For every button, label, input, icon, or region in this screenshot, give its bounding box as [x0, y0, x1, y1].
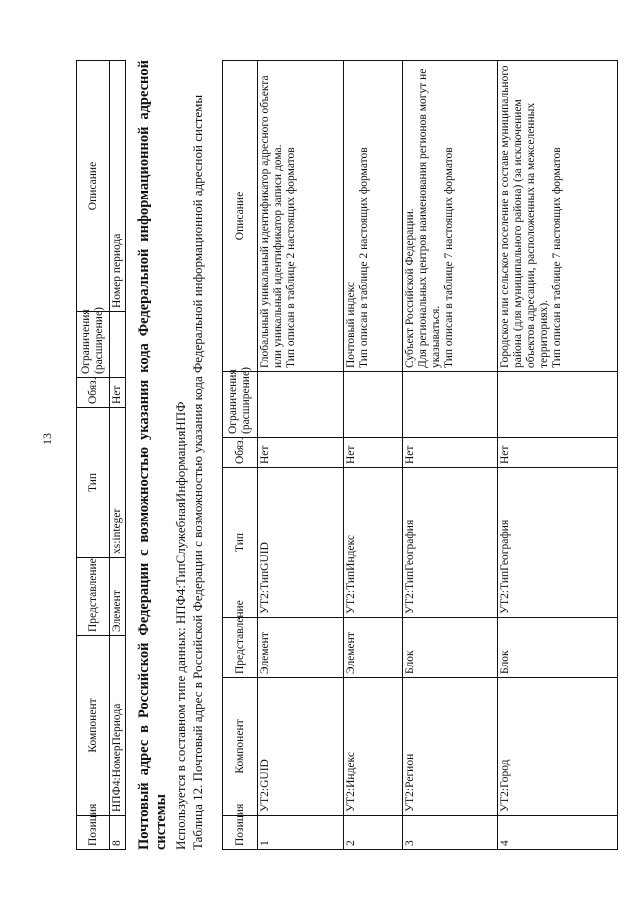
- header-limits: Ограничения (расширение): [223, 372, 258, 438]
- cell-type: УТ2:ТипГеография: [498, 468, 618, 618]
- header-required: Обяз.: [77, 378, 110, 408]
- cell-required: Нет: [498, 438, 618, 468]
- cell-component: УТ2:GUID: [258, 678, 344, 816]
- cell-type: xs:integer: [110, 408, 126, 558]
- section-heading: Почтовый адрес в Российской Федерации с возможностью указания кода Федеральной информационной адресной системы: [136, 60, 169, 850]
- header-required: Обяз.: [223, 438, 258, 468]
- cell-description: Номер периода: [110, 61, 126, 312]
- table-row: [344, 61, 403, 850]
- header-type: Тип: [77, 408, 110, 558]
- header-component: Компонент: [223, 678, 258, 816]
- cell-component: УТ2:Индекс: [344, 678, 403, 816]
- header-description: Описание: [77, 61, 110, 312]
- cell-type: УТ2:ТипИндекс: [344, 468, 403, 618]
- table-row: [110, 61, 126, 850]
- cell-limits: [110, 312, 126, 378]
- cell-required: Нет: [110, 378, 126, 408]
- used-in-text: Используется в составном типе данных: НПФ4:ТипСлужебнаяИнформацияНПФ: [173, 401, 188, 850]
- page-number: 13: [40, 433, 54, 445]
- header-limits: Ограничения (расширение): [77, 312, 110, 378]
- cell-representation: Элемент: [344, 618, 403, 678]
- cell-description: Городское или сельское поселение в составе муниципального района (для муниципального района) (за исключением объектов адресации, расположенных на межселенных территориях). Тип описан в таблице 7 настоящих форматов: [498, 61, 618, 372]
- cell-description: Почтовый индекс Тип описан в таблице 2 настоящих форматов: [344, 61, 403, 372]
- header-representation: Представление: [77, 558, 110, 636]
- header-description: Описание: [223, 61, 258, 372]
- header-type: Тип: [223, 468, 258, 618]
- cell-position: 3: [403, 816, 498, 850]
- table-postal-address: [222, 60, 618, 850]
- cell-limits: [258, 372, 344, 438]
- cell-representation: Блок: [403, 618, 498, 678]
- table-row: [258, 61, 344, 850]
- cell-component: УТ2:Регион: [403, 678, 498, 816]
- cell-position: 4: [498, 816, 618, 850]
- cell-description: Глобальный уникальный идентификатор адресного объекта или уникальный идентификатор записи дома. Тип описан в таблице 2 настоящих форматов: [258, 61, 344, 372]
- cell-type: УТ2:ТипGUID: [258, 468, 344, 618]
- header-component: Компонент: [77, 636, 110, 816]
- header-representation: Представление: [223, 618, 258, 678]
- cell-position: 8: [110, 816, 126, 850]
- rotated-content: [76, 60, 621, 850]
- header-position: Позиция: [223, 816, 258, 850]
- table-row: [403, 61, 498, 850]
- table-header-row: [77, 61, 110, 850]
- cell-required: Нет: [403, 438, 498, 468]
- cell-limits: [403, 372, 498, 438]
- table-header-row: [223, 61, 258, 850]
- cell-representation: Блок: [498, 618, 618, 678]
- cell-representation: Элемент: [110, 558, 126, 636]
- cell-position: 2: [344, 816, 403, 850]
- cell-type: УТ2:ТипГеография: [403, 468, 498, 618]
- cell-position: 1: [258, 816, 344, 850]
- cell-representation: Элемент: [258, 618, 344, 678]
- cell-required: Нет: [258, 438, 344, 468]
- cell-component: УТ2:Город: [498, 678, 618, 816]
- cell-description: Субъект Российской Федерации. Для региональных центров наименования регионов могут не указываться. Тип описан в таблице 7 настоящих форматов: [403, 61, 498, 372]
- table-caption: Таблица 12. Почтовый адрес в Российской Федерации с возможностью указания кода Федеральной информационной адресной системы: [190, 94, 205, 850]
- table-row: [498, 61, 618, 850]
- cell-required: Нет: [344, 438, 403, 468]
- table-previous-section: [76, 60, 126, 850]
- cell-limits: [344, 372, 403, 438]
- header-position: Позиция: [77, 816, 110, 850]
- cell-limits: [498, 372, 618, 438]
- cell-component: НПФ4:НомерПериода: [110, 636, 126, 816]
